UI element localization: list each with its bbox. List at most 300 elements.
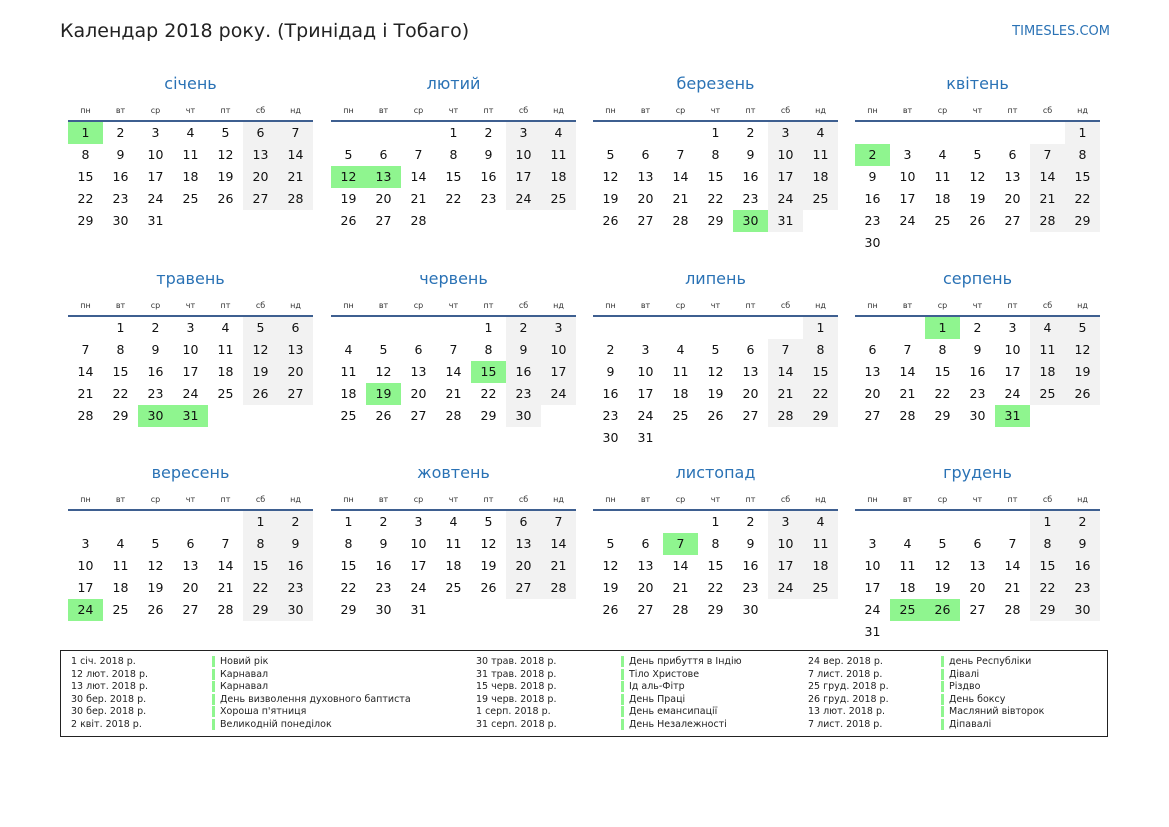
day-cell: 23 bbox=[742, 191, 759, 206]
day-cell: 29 bbox=[243, 599, 278, 621]
day-cell: 7 bbox=[1030, 144, 1065, 166]
day-cell: 12 bbox=[707, 364, 724, 379]
week-row bbox=[855, 232, 1100, 254]
day-cell: 17 bbox=[541, 361, 576, 383]
empty-day-cell bbox=[995, 232, 1030, 254]
day-cell: 1 bbox=[243, 511, 278, 533]
day-cell: 5 bbox=[938, 536, 947, 551]
legend-holiday-name: день Республіки bbox=[941, 656, 1031, 667]
day-cell: 16 bbox=[602, 386, 619, 401]
week-row bbox=[331, 405, 576, 427]
weekday-header bbox=[855, 100, 1100, 122]
week-row bbox=[593, 339, 838, 361]
day-cell: 26 bbox=[480, 580, 497, 595]
legend-dates-column-1 bbox=[71, 656, 148, 732]
day-cell: 8 bbox=[711, 147, 720, 162]
day-cell: 5 bbox=[484, 514, 493, 529]
legend-row bbox=[476, 706, 557, 719]
day-cell: 5 bbox=[344, 147, 353, 162]
day-cell: 13 bbox=[278, 339, 313, 361]
day-cell: 14 bbox=[77, 364, 94, 379]
day-cell: 9 bbox=[116, 147, 125, 162]
day-cell: 31 bbox=[768, 210, 803, 232]
weekday-label: нд bbox=[553, 300, 564, 310]
empty-day-cell bbox=[138, 511, 173, 533]
day-cell: 16 bbox=[742, 558, 759, 573]
day-cell: 22 bbox=[934, 386, 951, 401]
day-cell: 4 bbox=[1030, 317, 1065, 339]
weekday-label: нд bbox=[290, 494, 301, 504]
empty-day-cell bbox=[593, 317, 628, 339]
day-cell: 29 bbox=[934, 408, 951, 423]
day-cell: 10 bbox=[1004, 342, 1021, 357]
day-cell: 14 bbox=[278, 144, 313, 166]
day-cell: 2 bbox=[973, 320, 982, 335]
day-cell: 25 bbox=[182, 191, 199, 206]
day-cell: 24 bbox=[899, 213, 916, 228]
legend-row bbox=[808, 681, 889, 694]
empty-day-cell bbox=[436, 599, 471, 621]
legend-row bbox=[621, 681, 742, 694]
day-cell: 20 bbox=[182, 580, 199, 595]
day-cell: 18 bbox=[803, 555, 838, 577]
legend-row bbox=[621, 656, 742, 669]
day-cell: 12 bbox=[969, 169, 986, 184]
day-cell: 6 bbox=[186, 536, 195, 551]
day-cell: 14 bbox=[672, 558, 689, 573]
empty-day-cell bbox=[663, 511, 698, 533]
weekday-label: сб bbox=[255, 494, 266, 504]
day-cell: 17 bbox=[77, 580, 94, 595]
week-row bbox=[331, 188, 576, 210]
weekday-label: вт bbox=[378, 105, 389, 115]
weekday-label: пт bbox=[1007, 494, 1018, 504]
week-row bbox=[855, 621, 1100, 643]
day-cell: 24 bbox=[147, 191, 164, 206]
day-cell: 10 bbox=[77, 558, 94, 573]
weekday-label: нд bbox=[815, 105, 826, 115]
empty-day-cell bbox=[890, 317, 925, 339]
day-cell: 13 bbox=[506, 533, 541, 555]
holiday-day-cell: 25 bbox=[890, 599, 925, 621]
day-cell: 4 bbox=[938, 147, 947, 162]
day-cell: 14 bbox=[768, 361, 803, 383]
week-row bbox=[593, 405, 838, 427]
legend-row bbox=[71, 656, 148, 669]
day-cell: 9 bbox=[606, 364, 615, 379]
day-cell: 9 bbox=[973, 342, 982, 357]
day-cell: 18 bbox=[217, 364, 234, 379]
day-cell: 12 bbox=[602, 558, 619, 573]
day-cell: 22 bbox=[707, 580, 724, 595]
empty-day-cell bbox=[593, 122, 628, 144]
legend-row bbox=[71, 681, 148, 694]
day-cell: 27 bbox=[864, 408, 881, 423]
empty-day-cell bbox=[628, 511, 663, 533]
legend-holiday-name: День Праці bbox=[621, 694, 685, 705]
empty-day-cell bbox=[208, 405, 243, 427]
day-cell: 21 bbox=[1004, 580, 1021, 595]
holiday-day-cell: 31 bbox=[995, 405, 1030, 427]
weekday-label: нд bbox=[290, 300, 301, 310]
empty-day-cell bbox=[331, 317, 366, 339]
weekday-label: ср bbox=[675, 300, 686, 310]
day-cell: 3 bbox=[903, 147, 912, 162]
day-cell: 2 bbox=[484, 125, 493, 140]
day-cell: 2 bbox=[151, 320, 160, 335]
day-cell: 29 bbox=[340, 602, 357, 617]
empty-day-cell bbox=[960, 621, 995, 643]
day-cell: 22 bbox=[1065, 188, 1100, 210]
weekday-label: пн bbox=[343, 494, 354, 504]
day-cell: 30 bbox=[375, 602, 392, 617]
day-cell: 10 bbox=[768, 144, 803, 166]
day-cell: 19 bbox=[1065, 361, 1100, 383]
legend-row bbox=[212, 706, 411, 719]
day-cell: 22 bbox=[243, 577, 278, 599]
weekday-label: нд bbox=[290, 105, 301, 115]
day-cell: 27 bbox=[637, 213, 654, 228]
day-cell: 18 bbox=[899, 580, 916, 595]
empty-day-cell bbox=[366, 122, 401, 144]
legend-row bbox=[71, 694, 148, 707]
weekday-header bbox=[593, 489, 838, 511]
empty-day-cell bbox=[68, 511, 103, 533]
weekday-label: пн bbox=[343, 300, 354, 310]
day-cell: 21 bbox=[1030, 188, 1065, 210]
day-cell: 17 bbox=[1004, 364, 1021, 379]
empty-day-cell bbox=[278, 210, 313, 232]
legend-date: 31 трав. 2018 р. bbox=[476, 668, 557, 680]
day-cell: 7 bbox=[676, 147, 685, 162]
day-cell: 5 bbox=[379, 342, 388, 357]
day-cell: 25 bbox=[541, 188, 576, 210]
day-cell: 20 bbox=[864, 386, 881, 401]
week-row bbox=[68, 511, 313, 533]
day-cell: 9 bbox=[868, 169, 877, 184]
day-cell: 4 bbox=[449, 514, 458, 529]
legend-row bbox=[808, 656, 889, 669]
weekday-header bbox=[331, 489, 576, 511]
legend-holiday-name: Великодній понеділок bbox=[212, 719, 332, 730]
legend-holiday-name: День визволення духовного баптиста bbox=[212, 694, 411, 705]
holiday-day-cell: 15 bbox=[471, 361, 506, 383]
month-block bbox=[593, 72, 838, 232]
day-cell: 21 bbox=[541, 555, 576, 577]
day-cell: 5 bbox=[243, 317, 278, 339]
day-cell: 19 bbox=[217, 169, 234, 184]
day-cell: 3 bbox=[868, 536, 877, 551]
day-cell: 7 bbox=[541, 511, 576, 533]
weekday-label: нд bbox=[553, 494, 564, 504]
weekday-label: чт bbox=[185, 105, 196, 115]
day-cell: 12 bbox=[375, 364, 392, 379]
day-cell: 19 bbox=[707, 386, 724, 401]
legend-row bbox=[476, 681, 557, 694]
day-cell: 10 bbox=[637, 364, 654, 379]
day-cell: 7 bbox=[903, 342, 912, 357]
legend-holiday-name: Діпавалі bbox=[941, 719, 991, 730]
day-cell: 27 bbox=[278, 383, 313, 405]
empty-day-cell bbox=[663, 427, 698, 449]
day-cell: 19 bbox=[340, 191, 357, 206]
week-row bbox=[331, 555, 576, 577]
day-cell: 21 bbox=[410, 191, 427, 206]
legend-row bbox=[476, 694, 557, 707]
legend-date: 30 бер. 2018 р. bbox=[71, 693, 147, 705]
empty-day-cell bbox=[890, 122, 925, 144]
day-cell: 6 bbox=[868, 342, 877, 357]
day-cell: 31 bbox=[637, 430, 654, 445]
day-cell: 22 bbox=[803, 383, 838, 405]
day-cell: 29 bbox=[1065, 210, 1100, 232]
week-row bbox=[331, 122, 576, 144]
week-row bbox=[593, 577, 838, 599]
week-row bbox=[331, 383, 576, 405]
day-cell: 15 bbox=[112, 364, 129, 379]
month-block bbox=[331, 461, 576, 621]
legend-row bbox=[808, 694, 889, 707]
day-cell: 19 bbox=[969, 191, 986, 206]
day-cell: 26 bbox=[340, 213, 357, 228]
legend-date: 31 серп. 2018 р. bbox=[476, 718, 557, 730]
weekday-label: сб bbox=[780, 105, 791, 115]
day-cell: 7 bbox=[768, 339, 803, 361]
day-cell: 1 bbox=[711, 514, 720, 529]
legend-date: 24 вер. 2018 р. bbox=[808, 656, 883, 667]
day-cell: 17 bbox=[147, 169, 164, 184]
day-cell: 20 bbox=[278, 361, 313, 383]
day-cell: 6 bbox=[243, 122, 278, 144]
day-cell: 12 bbox=[217, 147, 234, 162]
empty-day-cell bbox=[471, 210, 506, 232]
day-cell: 29 bbox=[707, 213, 724, 228]
empty-day-cell bbox=[733, 427, 768, 449]
day-cell: 18 bbox=[672, 386, 689, 401]
day-cell: 18 bbox=[803, 166, 838, 188]
legend-row bbox=[941, 706, 1044, 719]
week-row bbox=[331, 361, 576, 383]
legend-date: 13 лют. 2018 р. bbox=[71, 681, 148, 693]
day-cell: 25 bbox=[1030, 383, 1065, 405]
holiday-day-cell: 30 bbox=[138, 405, 173, 427]
legend-dates-column-2 bbox=[476, 656, 557, 732]
day-cell: 21 bbox=[217, 580, 234, 595]
weekday-label: ср bbox=[413, 494, 424, 504]
week-row bbox=[68, 577, 313, 599]
week-row bbox=[593, 361, 838, 383]
weekday-label: пн bbox=[605, 105, 616, 115]
month-name: травень bbox=[156, 269, 225, 288]
empty-day-cell bbox=[1030, 122, 1065, 144]
weekday-label: вт bbox=[115, 300, 126, 310]
weekday-label: чт bbox=[972, 494, 983, 504]
empty-day-cell bbox=[593, 511, 628, 533]
legend-row bbox=[212, 719, 411, 732]
day-cell: 11 bbox=[803, 533, 838, 555]
day-cell: 10 bbox=[147, 147, 164, 162]
empty-day-cell bbox=[1065, 621, 1100, 643]
week-row bbox=[593, 144, 838, 166]
week-row bbox=[855, 210, 1100, 232]
day-cell: 27 bbox=[1004, 213, 1021, 228]
weekday-label: пт bbox=[745, 300, 756, 310]
day-cell: 24 bbox=[541, 383, 576, 405]
weekday-header bbox=[68, 100, 313, 122]
day-cell: 8 bbox=[243, 533, 278, 555]
empty-day-cell bbox=[1065, 405, 1100, 427]
day-cell: 8 bbox=[81, 147, 90, 162]
day-cell: 29 bbox=[77, 213, 94, 228]
day-cell: 16 bbox=[112, 169, 129, 184]
day-cell: 2 bbox=[746, 514, 755, 529]
day-cell: 4 bbox=[344, 342, 353, 357]
day-cell: 11 bbox=[934, 169, 951, 184]
weekday-label: вт bbox=[640, 494, 651, 504]
day-cell: 7 bbox=[221, 536, 230, 551]
day-cell: 8 bbox=[449, 147, 458, 162]
day-cell: 6 bbox=[973, 536, 982, 551]
month-block bbox=[855, 72, 1100, 254]
day-cell: 2 bbox=[278, 511, 313, 533]
day-cell: 30 bbox=[864, 235, 881, 250]
day-cell: 27 bbox=[506, 577, 541, 599]
day-cell: 24 bbox=[410, 580, 427, 595]
weekday-label: сб bbox=[1042, 494, 1053, 504]
day-cell: 3 bbox=[768, 511, 803, 533]
day-cell: 1 bbox=[1030, 511, 1065, 533]
day-cell: 15 bbox=[445, 169, 462, 184]
day-cell: 28 bbox=[672, 602, 689, 617]
legend-date: 25 груд. 2018 р. bbox=[808, 681, 889, 693]
empty-day-cell bbox=[471, 599, 506, 621]
weekday-label: сб bbox=[780, 300, 791, 310]
legend-holiday-name: Ід аль-Фітр bbox=[621, 681, 685, 692]
day-cell: 16 bbox=[480, 169, 497, 184]
empty-day-cell bbox=[768, 599, 803, 621]
day-cell: 13 bbox=[969, 558, 986, 573]
week-row bbox=[331, 339, 576, 361]
month-block bbox=[855, 267, 1100, 427]
day-cell: 23 bbox=[602, 408, 619, 423]
weekday-label: пт bbox=[220, 494, 231, 504]
day-cell: 28 bbox=[1004, 602, 1021, 617]
week-row bbox=[593, 383, 838, 405]
day-cell: 22 bbox=[480, 386, 497, 401]
empty-day-cell bbox=[173, 210, 208, 232]
weekday-label: пт bbox=[745, 494, 756, 504]
week-row bbox=[68, 361, 313, 383]
day-cell: 11 bbox=[340, 364, 357, 379]
day-cell: 5 bbox=[1065, 317, 1100, 339]
weekday-label: ср bbox=[937, 105, 948, 115]
week-row bbox=[855, 317, 1100, 339]
holiday-day-cell: 26 bbox=[925, 599, 960, 621]
day-cell: 4 bbox=[221, 320, 230, 335]
week-row bbox=[855, 405, 1100, 427]
empty-day-cell bbox=[331, 122, 366, 144]
holiday-day-cell: 1 bbox=[925, 317, 960, 339]
day-cell: 8 bbox=[711, 536, 720, 551]
empty-day-cell bbox=[243, 210, 278, 232]
day-cell: 24 bbox=[768, 188, 803, 210]
day-cell: 20 bbox=[506, 555, 541, 577]
day-cell: 15 bbox=[707, 169, 724, 184]
day-cell: 31 bbox=[147, 213, 164, 228]
empty-day-cell bbox=[541, 210, 576, 232]
weekday-label: чт bbox=[185, 300, 196, 310]
day-cell: 24 bbox=[864, 602, 881, 617]
weekday-label: вт bbox=[378, 300, 389, 310]
empty-day-cell bbox=[628, 317, 663, 339]
day-cell: 25 bbox=[803, 188, 838, 210]
empty-day-cell bbox=[1065, 232, 1100, 254]
week-row bbox=[855, 122, 1100, 144]
weekday-label: пт bbox=[220, 300, 231, 310]
day-cell: 6 bbox=[278, 317, 313, 339]
brand-link[interactable]: TIMESLES.COM bbox=[1012, 24, 1110, 39]
weekday-label: ср bbox=[413, 105, 424, 115]
day-cell: 7 bbox=[414, 147, 423, 162]
day-cell: 5 bbox=[606, 536, 615, 551]
day-cell: 17 bbox=[506, 166, 541, 188]
empty-day-cell bbox=[803, 427, 838, 449]
day-cell: 9 bbox=[484, 147, 493, 162]
day-cell: 23 bbox=[480, 191, 497, 206]
day-cell: 23 bbox=[742, 580, 759, 595]
legend-row bbox=[476, 669, 557, 682]
month-name: квітень bbox=[946, 74, 1009, 93]
day-cell: 3 bbox=[768, 122, 803, 144]
day-cell: 23 bbox=[375, 580, 392, 595]
weekday-label: пт bbox=[483, 300, 494, 310]
legend-date: 1 січ. 2018 р. bbox=[71, 656, 136, 667]
month-name: вересень bbox=[151, 463, 230, 482]
day-cell: 17 bbox=[768, 555, 803, 577]
weekday-label: чт bbox=[185, 494, 196, 504]
day-cell: 19 bbox=[243, 361, 278, 383]
week-row bbox=[68, 339, 313, 361]
day-cell: 7 bbox=[278, 122, 313, 144]
weekday-label: нд bbox=[815, 494, 826, 504]
day-cell: 20 bbox=[375, 191, 392, 206]
day-cell: 29 bbox=[112, 408, 129, 423]
day-cell: 22 bbox=[340, 580, 357, 595]
day-cell: 23 bbox=[969, 386, 986, 401]
weekday-label: сб bbox=[1042, 105, 1053, 115]
empty-day-cell bbox=[208, 210, 243, 232]
day-cell: 23 bbox=[864, 213, 881, 228]
day-cell: 24 bbox=[506, 188, 541, 210]
weekday-label: сб bbox=[518, 300, 529, 310]
day-cell: 19 bbox=[602, 580, 619, 595]
day-cell: 15 bbox=[1065, 166, 1100, 188]
day-cell: 28 bbox=[278, 188, 313, 210]
day-cell: 9 bbox=[746, 147, 755, 162]
legend-holiday-name: День боксу bbox=[941, 694, 1005, 705]
day-cell: 18 bbox=[340, 386, 357, 401]
day-cell: 28 bbox=[217, 602, 234, 617]
day-cell: 26 bbox=[1065, 383, 1100, 405]
day-cell: 11 bbox=[112, 558, 129, 573]
weekday-label: вт bbox=[902, 300, 913, 310]
weekday-label: пн bbox=[80, 494, 91, 504]
week-row bbox=[68, 188, 313, 210]
day-cell: 25 bbox=[112, 602, 129, 617]
weekday-label: нд bbox=[553, 105, 564, 115]
day-cell: 22 bbox=[112, 386, 129, 401]
day-cell: 31 bbox=[410, 602, 427, 617]
